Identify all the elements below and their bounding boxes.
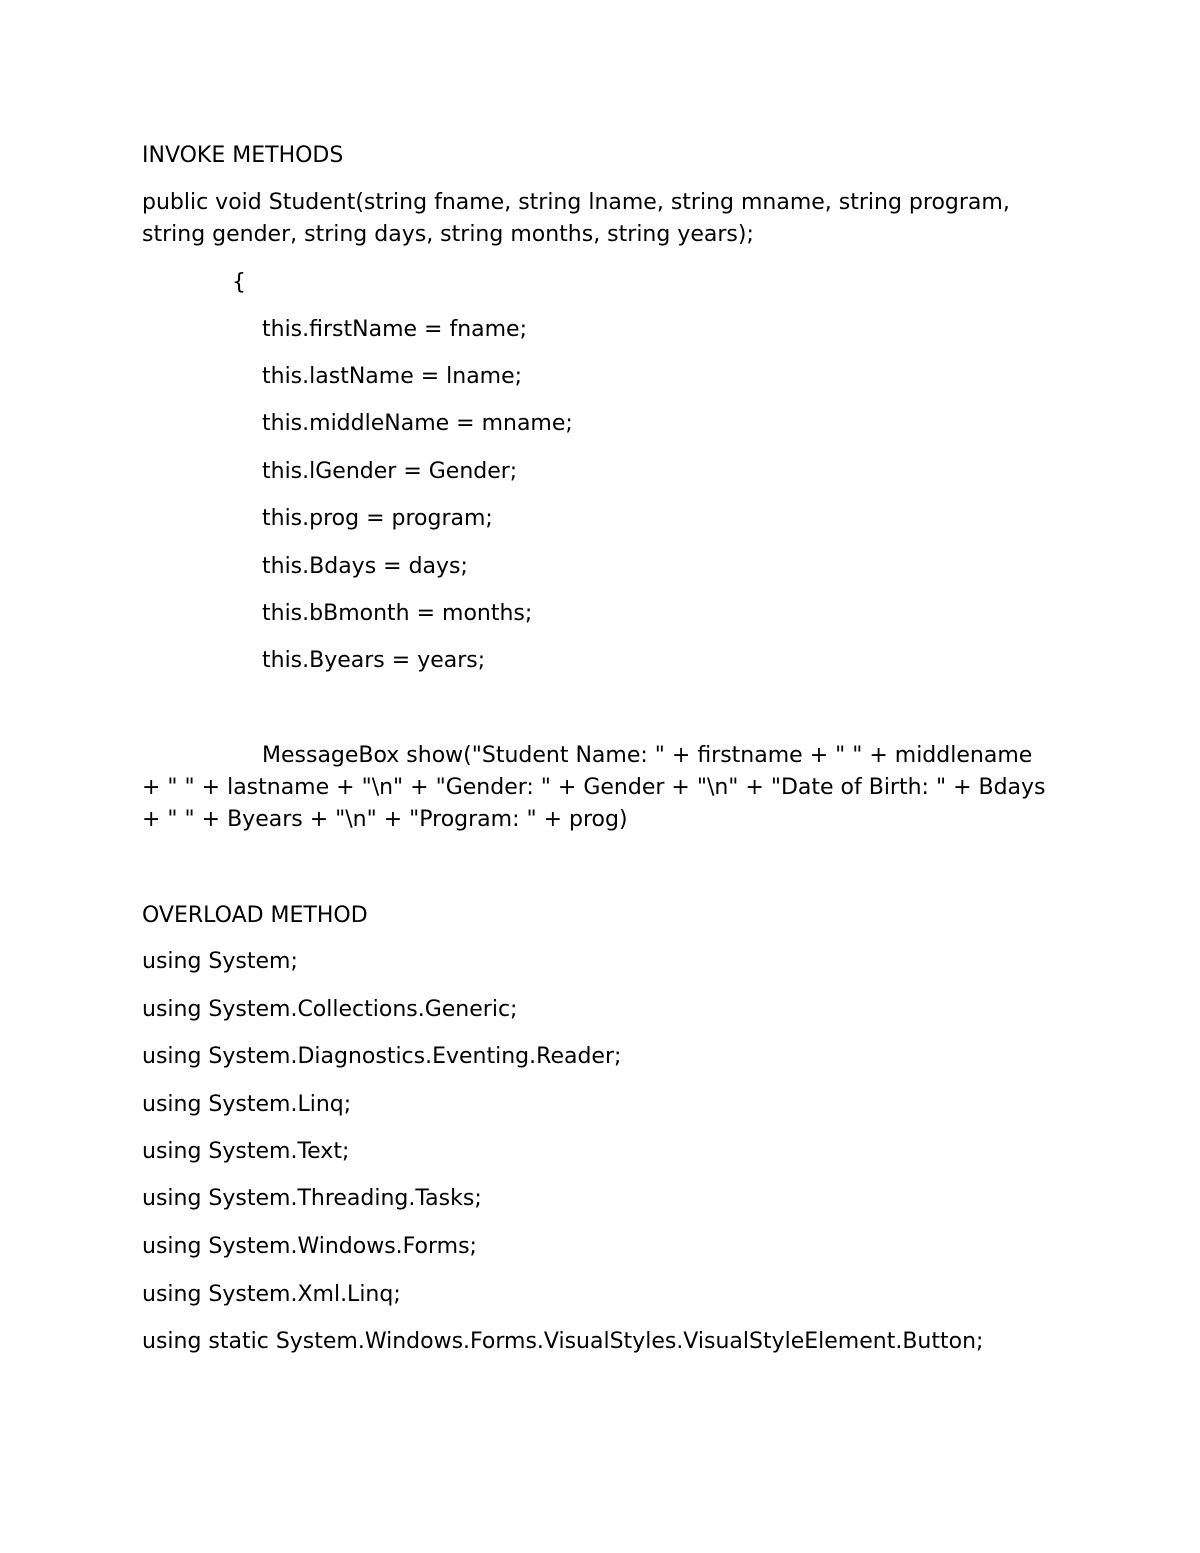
body-line: this.lGender = Gender; bbox=[262, 459, 518, 484]
messagebox-line: MessageBox show("Student Name: " + firstname + " " + middlename + " " + lastname + "\n" + "Gender: " + Gender + "\n" + "Date of Birth: " + Bdays + " " + Byears + "\n" + "Program: " + prog) bbox=[142, 743, 1046, 832]
body-line: this.middleName = mname; bbox=[262, 411, 573, 436]
using-line: using System.Diagnostics.Eventing.Reader; bbox=[142, 1044, 622, 1069]
method-signature: public void Student(string fname, string lname, string mname, string program, string gender, string days, string months, string years); bbox=[142, 190, 1010, 247]
invoke-heading: INVOKE METHODS bbox=[142, 143, 344, 168]
using-line: using System.Threading.Tasks; bbox=[142, 1186, 482, 1211]
body-line: this.Byears = years; bbox=[262, 648, 486, 673]
using-line: using System.Linq; bbox=[142, 1092, 352, 1117]
body-line: this.bBmonth = months; bbox=[262, 601, 533, 626]
overload-heading: OVERLOAD METHOD bbox=[142, 903, 368, 928]
body-line: this.lastName = lname; bbox=[262, 364, 523, 389]
using-line: using System.Text; bbox=[142, 1139, 350, 1164]
using-line: using static System.Windows.Forms.VisualStyles.VisualStyleElement.Button; bbox=[142, 1329, 984, 1354]
body-line: this.Bdays = days; bbox=[262, 554, 468, 579]
using-line: using System; bbox=[142, 949, 298, 974]
using-line: using System.Windows.Forms; bbox=[142, 1234, 477, 1259]
body-line: this.prog = program; bbox=[262, 506, 493, 531]
using-line: using System.Collections.Generic; bbox=[142, 997, 518, 1022]
open-brace: { bbox=[232, 270, 246, 295]
body-line: this.firstName = fname; bbox=[262, 317, 527, 342]
using-line: using System.Xml.Linq; bbox=[142, 1282, 401, 1307]
